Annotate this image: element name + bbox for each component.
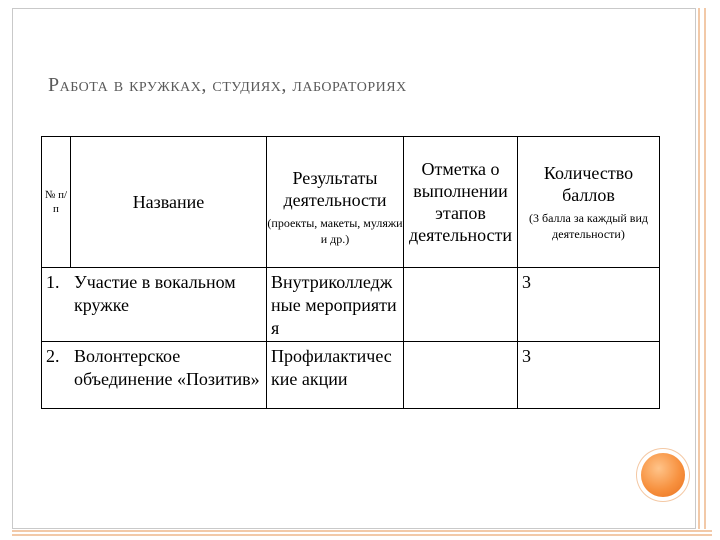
table-row [42,342,660,409]
decor-orange-circle [641,453,685,497]
header-results [267,137,404,268]
table-header-row [42,137,660,268]
row-2-num: 2. [46,346,60,366]
header-mark: Отметка о выполнении этапов деятельности [404,137,518,268]
decor-stripe-bottom [12,529,712,537]
row-2-results: Профилактические акции [267,342,404,409]
row-2-mark [404,342,518,409]
slide-title: Работа в кружках, студиях, лабораториях [48,74,407,96]
activity-table [41,136,660,409]
header-points-main: Количество баллов [543,163,634,205]
header-results-main: Результаты деятельности [283,168,387,210]
header-name: Название [71,137,267,268]
row-2-name-cell [42,342,267,409]
row-1-num: 1. [46,272,60,292]
header-points-note: (3 балла за каждый вид деятельности) [529,211,648,241]
row-1-name: Участие в вокальном кружке [74,272,236,315]
row-2-name: Волонтерское объединение «Позитив» [74,346,260,389]
row-1-mark [404,268,518,342]
row-1-name-cell [42,268,267,342]
header-points [518,137,660,268]
row-1-points: 3 [518,268,660,342]
decor-stripe-right [696,8,714,529]
table-row [42,268,660,342]
row-2-points: 3 [518,342,660,409]
header-results-note: (проекты, макеты, муляжи и др.) [267,216,403,246]
row-1-results: Внутриколледжные мероприятия [267,268,404,342]
header-num: № п/п [42,137,71,268]
